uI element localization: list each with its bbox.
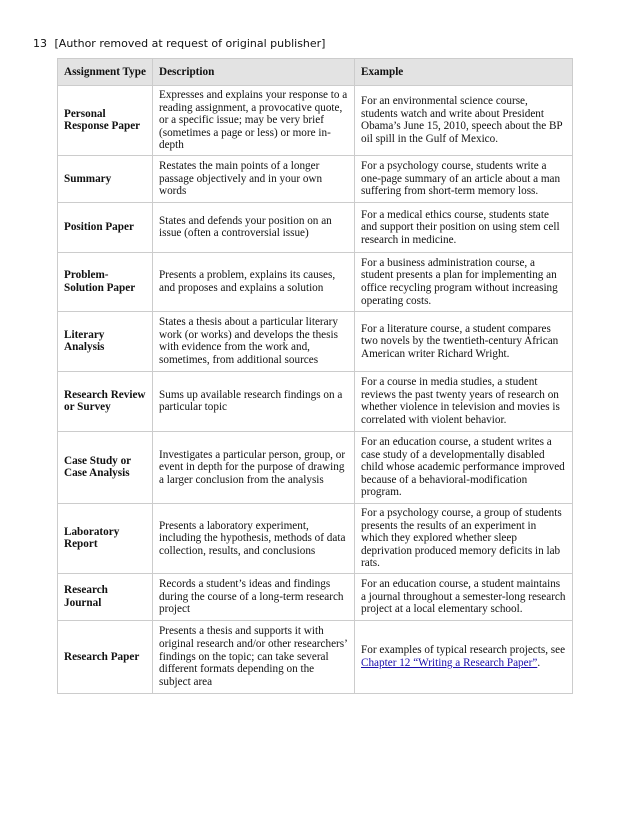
- table-row: [58, 371, 573, 431]
- table-row: [58, 503, 573, 573]
- example-cell: For a literature course, a student compares two novels by the twentieth-century African American writer Richard Wright.: [355, 311, 573, 371]
- description-cell: Investigates a particular person, group, or event in depth for the purpose of drawing a larger conclusion from the analysis: [153, 431, 355, 503]
- assignment-type-cell: Research Journal: [58, 573, 153, 620]
- chapter-12-link[interactable]: Chapter 12 “Writing a Research Paper”: [361, 656, 538, 669]
- example-cell: For a business administration course, a student presents a plan for implementing an office recycling program without increasing operating costs.: [355, 252, 573, 311]
- description-cell: Presents a laboratory experiment, including the hypothesis, methods of data collection, results, and conclusions: [153, 503, 355, 573]
- table-header-row: [58, 59, 573, 86]
- running-title: [Author removed at request of original publisher]: [54, 37, 326, 50]
- description-cell: States a thesis about a particular literary work (or works) and develops the thesis with evidence from the work and, sometimes, from additional sources: [153, 311, 355, 371]
- description-cell: Restates the main points of a longer passage objectively and in your own words: [153, 155, 355, 202]
- example-text-end: .: [537, 656, 541, 669]
- table-row: [58, 202, 573, 252]
- assignment-type-cell: Research Paper: [58, 620, 153, 693]
- description-cell: Presents a problem, explains its causes, and proposes and explains a solution: [153, 252, 355, 311]
- example-cell: For an education course, a student maintains a journal throughout a semester-long research project at a local elementary school.: [355, 573, 573, 620]
- assignment-type-cell: Literary Analysis: [58, 311, 153, 371]
- assignment-type-cell: Summary: [58, 155, 153, 202]
- table-row: [58, 431, 573, 503]
- description-cell: Presents a thesis and supports it with original research and/or other researchers’ findings on the topic; can take several different formats depending on the subject area: [153, 620, 355, 693]
- example-cell: For a psychology course, a group of students presents the results of an experiment in which they explored whether sleep deprivation produced memory deficits in lab rats.: [355, 503, 573, 573]
- description-cell: Records a student’s ideas and findings during the course of a long-term research project: [153, 573, 355, 620]
- column-header-example: Example: [355, 59, 573, 86]
- description-cell: Sums up available research findings on a particular topic: [153, 371, 355, 431]
- column-header-assignment-type: Assignment Type: [58, 59, 153, 86]
- assignment-type-cell: Position Paper: [58, 202, 153, 252]
- example-text: For examples of typical research projects, see: [361, 644, 566, 657]
- example-cell: For an education course, a student writes a case study of a developmentally disabled child whose academic performance improved because of a behavioral-modification program.: [355, 431, 573, 503]
- example-cell: [355, 620, 573, 693]
- example-cell: For an environmental science course, students watch and write about President Obama’s June 15, 2010, speech about the BP oil spill in the Gulf of Mexico.: [355, 86, 573, 156]
- table-row: [58, 311, 573, 371]
- table-row: [58, 252, 573, 311]
- description-cell: States and defends your position on an issue (often a controversial issue): [153, 202, 355, 252]
- page-header: [33, 37, 325, 50]
- assignment-type-cell: Problem-Solution Paper: [58, 252, 153, 311]
- table-row: [58, 86, 573, 156]
- description-cell: Expresses and explains your response to a reading assignment, a provocative quote, or a specific issue; may be very brief (sometimes a page or less) or more in-depth: [153, 86, 355, 156]
- table-row: [58, 155, 573, 202]
- assignment-type-cell: Research Review or Survey: [58, 371, 153, 431]
- example-cell: For a medical ethics course, students state and support their position on using stem cell research in medicine.: [355, 202, 573, 252]
- page-number: 13: [33, 37, 47, 50]
- example-cell: For a psychology course, students write a one-page summary of an article about a man suffering from short-term memory loss.: [355, 155, 573, 202]
- assignment-types-table: [57, 58, 573, 694]
- table-row: [58, 573, 573, 620]
- assignment-type-cell: Case Study or Case Analysis: [58, 431, 153, 503]
- column-header-description: Description: [153, 59, 355, 86]
- assignment-type-cell: Personal Response Paper: [58, 86, 153, 156]
- table-row: [58, 620, 573, 693]
- example-cell: For a course in media studies, a student reviews the past twenty years of research on whether violence in television and movies is correlated with violent behavior.: [355, 371, 573, 431]
- assignment-type-cell: Laboratory Report: [58, 503, 153, 573]
